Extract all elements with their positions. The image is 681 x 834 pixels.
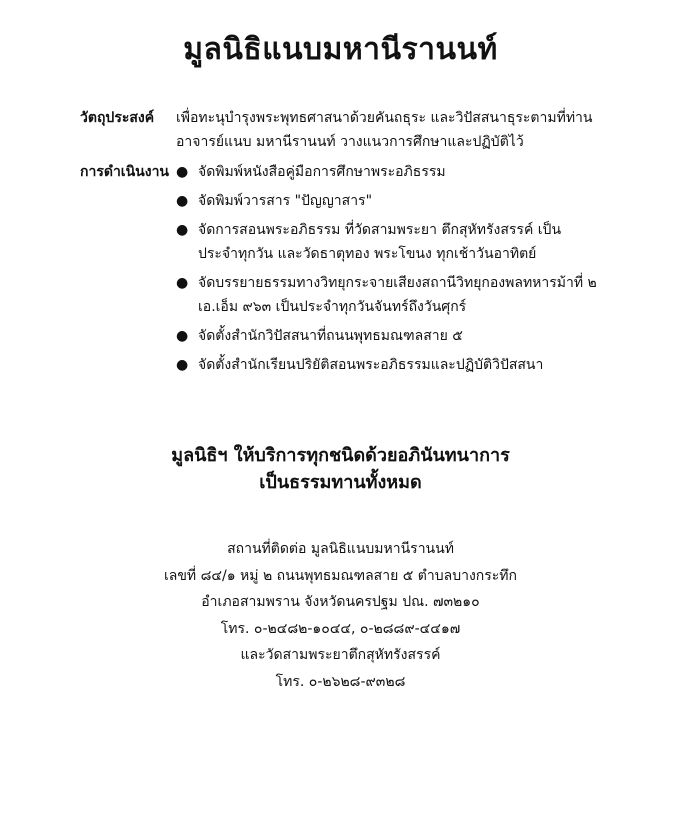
bullet-icon: ● [176,164,189,180]
contact-line: อำเภอสามพราน จังหวัดนครปฐม ปณ. ๗๓๒๑๐ [201,594,480,610]
operation-item-text: จัดการสอนพระอภิธรรม ที่วัดสามพระยา ตึกสุหัทรังสรรค์ เป็นประจำทุกวัน และวัดธาตุทอง พระโขนง ทุกเช้าวันอาทิตย์ [198,222,562,262]
operation-item-text: จัดบรรยายธรรมทางวิทยุกระจายเสียงสถานีวิทยุกองพลทหารม้าที่ ๒ เอ.เอ็ม ๙๖๓ เป็นประจำทุกวันจันทร์ถึงวันศุกร์ [198,275,597,315]
page-title: มูลนิธิแนบมหานีรานนท์ [183,32,498,67]
contact-line: โทร. ๐-๒๖๒๘-๙๓๒๘ [275,673,406,690]
operation-item-text: จัดตั้งสำนักเรียนปริยัติสอนพระอภิธรรมและปฏิบัติวิปัสสนา [198,357,544,373]
list-item [176,189,600,213]
objective-section [80,106,600,154]
operation-item-text: จัดตั้งสำนักวิปัสสนาที่ถนนพุทธมณฑลสาย ๕ [198,328,463,344]
bullet-icon: ● [176,193,189,209]
operation-item-text: จัดพิมพ์วารสาร "ปัญญาสาร" [198,193,373,209]
list-item [176,353,600,377]
slogan-line: มูลนิธิฯ ให้บริการทุกชนิดด้วยอภินันทนาการ [171,445,510,466]
bullet-icon: ● [176,222,189,238]
objective-text: เพื่อทะนุบำรุงพระพุทธศาสนาด้วยคันถธุระ และวิปัสสนาธุระตามที่ท่านอาจารย์แนบ มหานีรานนท์ วางแนวการศึกษาและปฏิบัติไว้ [176,110,593,150]
operations-label: การดำเนินงาน [80,164,170,180]
contact-line: โทร. ๐-๒๔๘๒-๑๐๔๔, ๐-๒๘๘๙-๔๔๑๗ [220,620,461,637]
operations-list [176,160,600,382]
list-item [176,160,600,184]
list-item [176,271,600,319]
bullet-icon: ● [176,275,189,291]
contact-line: และวัดสามพระยาตึกสุหัทรังสรรค์ [240,647,441,663]
slogan [0,442,681,496]
contact-line: สถานที่ติดต่อ มูลนิธิแนบมหานีรานนท์ [227,541,454,557]
list-item [176,218,600,266]
list-item [176,324,600,348]
operations-section [80,160,600,382]
bullet-icon: ● [176,357,189,373]
slogan-line: เป็นธรรมทานทั้งหมด [259,472,422,493]
objective-label: วัตถุประสงค์ [80,110,155,126]
contact-line: เลขที่ ๘๔/๑ หมู่ ๒ ถนนพุทธมณฑลสาย ๕ ตำบลบางกระทึก [163,567,517,584]
bullet-icon: ● [176,328,189,344]
operation-item-text: จัดพิมพ์หนังสือคู่มือการศึกษาพระอภิธรรม [198,164,446,180]
contact-block [0,536,681,695]
